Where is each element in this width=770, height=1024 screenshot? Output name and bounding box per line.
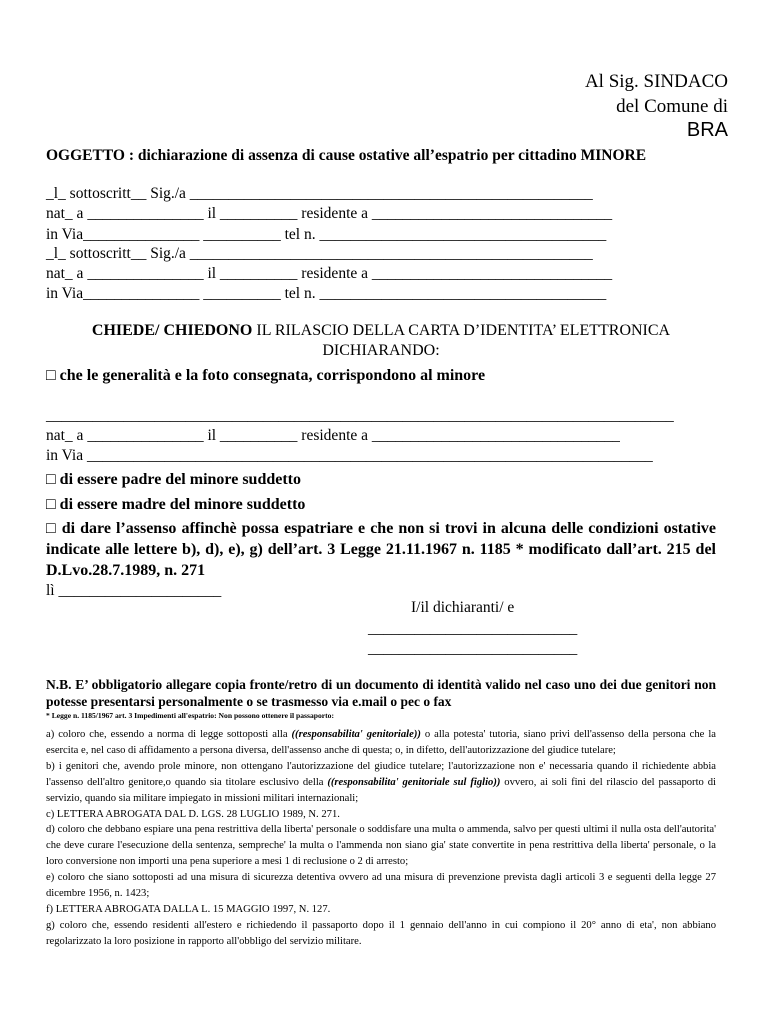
checkbox-father: □ di essere padre del minore suddetto: [46, 471, 301, 488]
checkbox-consent: □ di dare l’assenso affinchè possa espatriare e che non si trovi in alcuna delle condizioni ostative indicate alle lettere b), d), e), g) dell’art. 3 Legge 21.11.1967 n. 1185 * modificato dall’art. 215 del D.Lvo.28.7.1989, n. 271: [46, 520, 716, 579]
recipient-line-2: del Comune di: [616, 96, 728, 117]
subject: OGGETTO : dichiarazione di assenza di cause ostative all’espatrio per cittadino MINORE: [46, 147, 647, 164]
signature-line-2: ___________________________: [368, 640, 578, 657]
note-a: a) coloro che, essendo a norma di legge sottoposti alla ((responsabilita' genitoriale)) o alla potesta' tutoria, siano privi dell'assenso della persona che la esercita e, nel caso di affidamento a persona diversa, dell'assenso anche di questa; o, in difetto, dell'autorizzazione del giudice tutelare;: [46, 729, 716, 756]
applicant-1-birth-residence-field: nat_ a _______________ il __________ residente a _______________________________: [46, 205, 613, 222]
request-heading: [46, 321, 716, 361]
applicant-1-name-field: _l_ sottoscritt__ Sig./a ____________________________________________________: [46, 185, 593, 202]
place-date-field: lì _____________________: [46, 582, 222, 599]
note-d: d) coloro che debbano espiare una pena restrittiva della liberta' personale o soddisfare una multa o ammenda, salvo per questi ultimi il nulla osta dell'autorita' che deve curare l'esecuzione della sentenza, sempreche' la multa o l'ammenda non siano gia' state convertite in pena restrittiva della liberta' personale, o la loro conversione non importi una pena superiore a mesi 1 di reclusione o 2 di arresto;: [46, 824, 716, 868]
note-e: e) coloro che siano sottoposti ad una misura di sicurezza detentiva ovvero ad una misura di prevenzione prevista dagli articoli 3 e seguenti della legge 27 dicembre 1956, n. 1423;: [46, 872, 716, 900]
request-heading-bold: CHIEDE/ CHIEDONO: [91, 322, 253, 339]
checkbox-mother: □ di essere madre del minore suddetto: [46, 496, 306, 513]
applicant-1-address-field: in Via_______________ __________ tel n. _____________________________________: [46, 226, 607, 243]
applicant-2-address-field: in Via_______________ __________ tel n. _____________________________________: [46, 285, 607, 302]
recipient-line-3: BRA: [686, 119, 728, 141]
applicant-2-name-field: _l_ sottoscritt__ Sig./a ____________________________________________________: [46, 245, 593, 262]
law-notes: [46, 727, 716, 950]
minor-birth-residence-field: nat_ a _______________ il __________ residente a ________________________________: [46, 427, 620, 444]
note-g: g) coloro che, essendo residenti all'estero e richiedendo il passaporto dopo il 1 gennaio dell'anno in cui compiono il 20° anno di eta', non abbiano regolarizzato la loro posizione in rapporto all'obbligo del servizio militare.: [46, 919, 716, 947]
nb-notice: N.B. E’ obbligatorio allegare copia fronte/retro di un documento di identità valido nel caso uno dei due genitori non potesse presentarsi personalmente o se trasmesso via e.mail o pec o fax: [46, 677, 716, 709]
note-b: b) i genitori che, avendo prole minore, non ottengano l'autorizzazione del giudice tutelare; l'autorizzazione non e' necessaria quando il richiedente abbia l'assenso dell'altro genitore,o quando sia titolare esclusivo della ((responsabilita' genitoriale sul figlio)) ovvero, ai soli fini del rilascio del passaporto di servizio, quando sia militare impiegato in missioni militari internazionali;: [46, 760, 716, 804]
checkbox-photo: □ che le generalità e la foto consegnata, corrispondono al minore: [46, 367, 486, 384]
note-f: f) LETTERA ABROGATA DALLA L. 15 MAGGIO 1997, N. 127.: [46, 903, 331, 915]
signature-line-1: ___________________________: [368, 620, 578, 637]
request-heading-line-2: DICHIARANDO:: [322, 342, 440, 359]
note-c: c) LETTERA ABROGATA DAL D. LGS. 28 LUGLIO 1989, N. 271.: [46, 808, 340, 820]
minor-address-field: in Via _________________________________________________________________________: [46, 447, 653, 464]
request-heading-rest: IL RILASCIO DELLA CARTA D’IDENTITA’ ELETTRONICA: [252, 322, 671, 339]
recipient-line-1: Al Sig. SINDACO: [584, 71, 728, 92]
declarants-label: I/il dichiaranti/ e: [411, 599, 515, 616]
minor-name-field: _________________________________________________________________________________: [46, 407, 674, 424]
law-header: * Legge n. 1185/1967 art. 3 Impedimenti all'espatrio: Non possono ottenere il passaporto:: [46, 711, 334, 720]
applicant-2-birth-residence-field: nat_ a _______________ il __________ residente a _______________________________: [46, 265, 613, 282]
